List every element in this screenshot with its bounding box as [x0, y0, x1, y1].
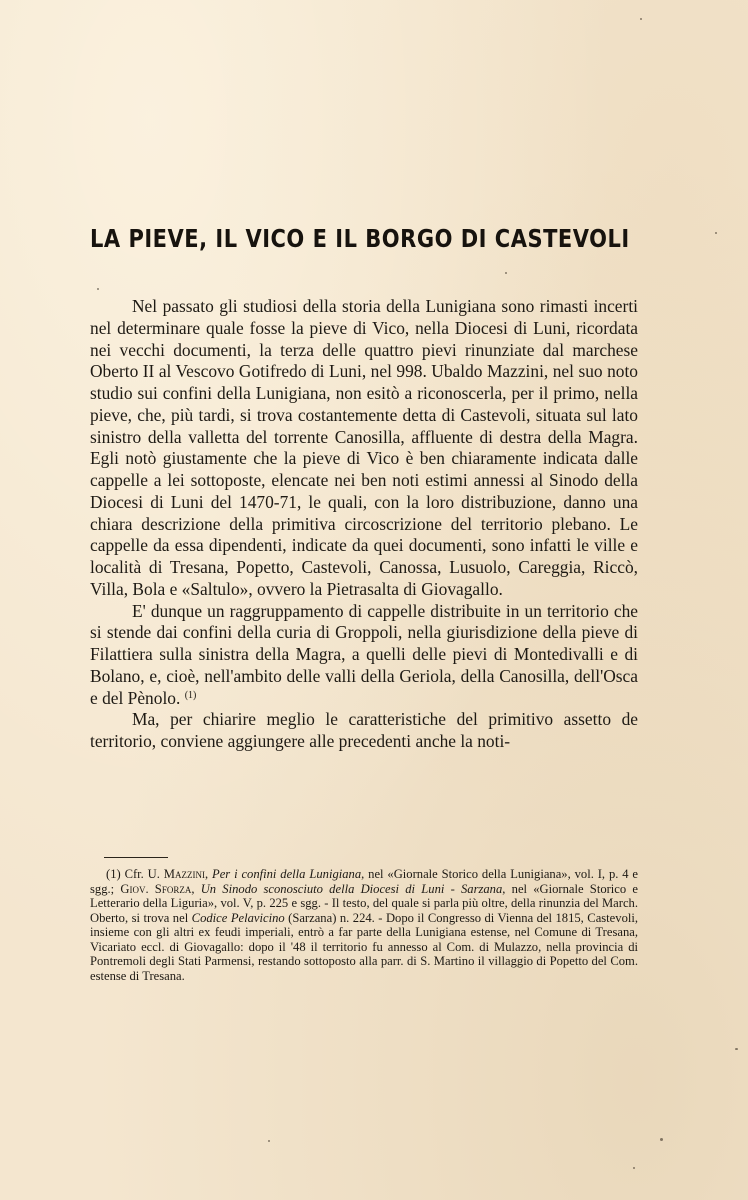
footnote-author-name: Mazzini [163, 867, 205, 881]
footnote-text-segment: , [191, 881, 201, 896]
chapter-title: LA PIEVE, IL VICO E IL BORGO DI CASTEVOLI [90, 224, 630, 253]
footnote [90, 867, 638, 983]
footnote-text-segment: , [204, 867, 213, 881]
paragraph [90, 296, 638, 601]
footnote-text-segment: , nel «Giornale Storico e Letterario della Liguria», vol. V, p. 225 e sgg. - Il testo, del quale si parla più oltre, della rinunzia del March. Oberto, si trova nel [90, 881, 638, 925]
paragraph-text: E' dunque un raggruppamento di cappelle distribuite in un territorio che si stende dai confini della curia di Groppoli, nella giurisdizione della pieve di Filattiera sulla sinistra della Magra, a quelli delle pievi di Montedivalli e di Bolano, e, cioè, nell'ambito delle valli della Geriola, della Canosilla, dell'Osca e del Pènolo. [90, 600, 638, 708]
paragraph [90, 601, 638, 710]
footnote-italic-text: Codice Pelavicino [191, 910, 285, 925]
paper-speck [735, 1048, 738, 1050]
footnote-text-segment: Cfr. U. [124, 867, 164, 881]
footnote-text-segment: (Sarzana) n. 224. - Dopo il Congresso di Vienna del 1815, Castevoli, insieme con gli altri ex feudi imperiali, entrò a far parte della Lunigiana estense, nel Comune di Tresana, Vicariato eccl. di Giovagallo: dopo il '48 il territorio fu annesso al Com. di Mulazzo, nella provincia di Pontremoli degli Stati Parmensi, restando sottoposto alla parr. di S. Martino il villaggio di Popetto del Com. estense di Tresana. [90, 910, 639, 983]
footnote-text-segment: , nel «Giornale Storico della Lunigiana», vol. I, p. 4 e sgg.; [90, 867, 639, 896]
paragraph-text: Nel passato gli studiosi della storia della Lunigiana sono rimasti incerti nel determinare quale fosse la pieve di Vico, nella Diocesi di Luni, ricordata nei vecchi documenti, la terza delle quattro pievi rinunziate dal marchese Oberto II al Vescovo Gotifredo di Luni, nel 998. Ubaldo Mazzini, nel suo noto studio sui confini della Lunigiana, non esitò a riconoscerla, per il primo, nella pieve, che, più tardi, si trova costantemente detta di Castevoli, situata sul lato sinistro della valletta del torrente Canosilla, affluente di destra della Magra. Egli notò giustamente che la pieve di Vico è ben chiaramente indicata dalle cappelle a lei sottoposte, elencate nei ben noti estimi annessi al Sinodo della Diocesi di Luni del 1470-71, le quali, con la loro distribuzione, danno una chiara descrizione della primitiva circoscrizione del territorio plebano. Le cappelle da essa dipendenti, indicate da quei documenti, sono infatti le ville e località di Tresana, Popetto, Castevoli, Canossa, Lusuolo, Careggia, Riccò, Villa, Bola e «Saltulo», ovvero la Pietrasalta di Giovagallo. [90, 296, 638, 599]
paper-speck [268, 1140, 270, 1142]
paragraph [90, 709, 638, 753]
footnote-italic-text: Un Sinodo sconosciuto della Diocesi di Luni - Sarzana [200, 881, 503, 896]
paper-speck [640, 18, 642, 20]
footnote-separator [104, 857, 168, 858]
paper-speck [715, 232, 717, 234]
paper-speck [660, 1138, 663, 1141]
footnote-reference: (1) [184, 689, 197, 701]
footnote-marker: (1) [106, 867, 121, 881]
footnote-italic-text: Per i confini della Lunigiana [212, 867, 362, 881]
footnote-author-name: Giov. Sforza [120, 881, 192, 896]
paragraph-text: Ma, per chiarire meglio le caratteristiche del primitivo assetto de territorio, conviene aggiungere alle precedenti anche la noti- [90, 709, 638, 751]
body-text [90, 296, 638, 753]
paper-speck [97, 288, 99, 290]
footnote-text [90, 867, 638, 983]
footnote-paragraph [90, 867, 638, 983]
paper-speck [505, 272, 507, 274]
paper-speck [633, 1167, 635, 1169]
